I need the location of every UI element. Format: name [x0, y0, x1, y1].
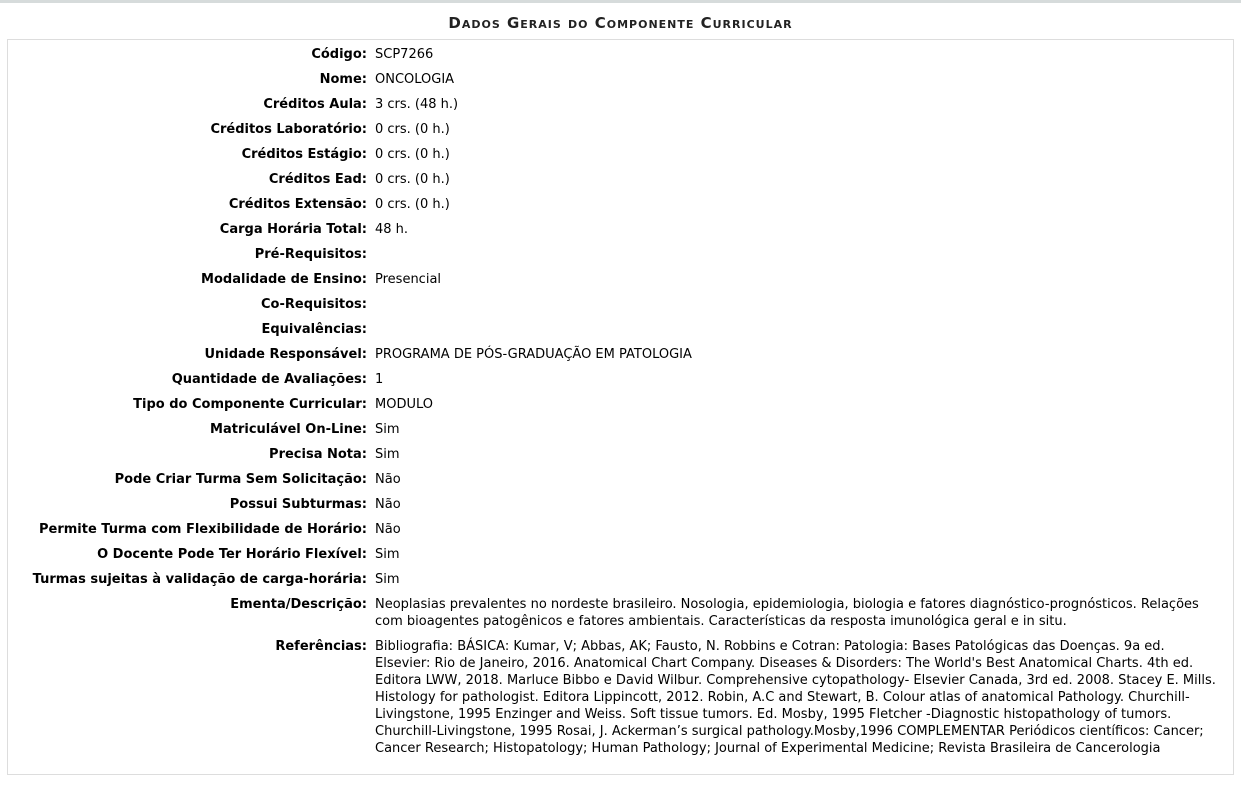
- field-row: [8, 242, 1233, 267]
- field-row: [8, 542, 1233, 567]
- field-value: 1: [375, 372, 384, 387]
- field-row: [8, 567, 1233, 592]
- field-row: [8, 467, 1233, 492]
- field-label: Matriculável On-Line:: [210, 422, 367, 437]
- component-details-panel: [7, 39, 1234, 775]
- field-value: [371, 242, 1233, 267]
- field-label: Possui Subturmas:: [229, 497, 367, 512]
- field-row: [8, 292, 1233, 317]
- field-value: 0 crs. (0 h.): [375, 172, 450, 187]
- field-value: Sim: [375, 447, 400, 462]
- field-label: Quantidade de Avaliações:: [171, 372, 367, 387]
- component-details-table: [8, 42, 1233, 761]
- field-row: [8, 217, 1233, 242]
- field-label: Turmas sujeitas à validação de carga-horária:: [32, 572, 367, 587]
- field-value: ONCOLOGIA: [375, 72, 455, 87]
- field-label: Créditos Laboratório:: [210, 122, 367, 137]
- field-row: [8, 342, 1233, 367]
- field-row: [8, 367, 1233, 392]
- field-value: Sim: [375, 572, 400, 587]
- field-value: Presencial: [375, 272, 442, 287]
- field-value: 48 h.: [375, 222, 409, 237]
- field-row: [8, 167, 1233, 192]
- field-value: Não: [375, 472, 401, 487]
- field-row: [8, 142, 1233, 167]
- field-value: [371, 317, 1233, 342]
- field-row: [8, 492, 1233, 517]
- field-value: Sim: [375, 547, 400, 562]
- field-value: Bibliografia: BÁSICA: Kumar, V; Abbas, AK; Fausto, N. Robbins e Cotran: Patologia: Bases Patológicas das Doenças. 9a ed. Elsevier: Rio de Janeiro, 2016. Anatomical Chart Company. Diseases & Disorders: The World's Best Anatomical Charts. 4th ed. Editora LWW, 2018. Marluce Bibbo e David Wilbur. Comprehensive cytopathology- Elsevier Canada, 3rd ed. 2008. Stacey E. Mills. Histology for pathologist. Editora Lippincott, 2012. Robin, A.C and Stewart, B. Colour atlas of anatomical Pathology. Churchill-Livingstone, 1995 Enzinger and Weiss. Soft tissue tumors. Ed. Mosby, 1995 Fletcher -Diagnostic histopathology of tumors. Churchill-Livingstone, 1995 Rosai, J. Ackerman’s surgical pathology.Mosby,1996 COMPLEMENTAR Periódicos científicos: Cancer; Cancer Research; Histopatology; Human Pathology; Journal of Experimental Medicine; Revista Brasileira de Cancerologia: [375, 639, 1216, 756]
- field-row: [8, 517, 1233, 542]
- field-label: Referências:: [275, 639, 367, 654]
- field-value: Não: [375, 497, 401, 512]
- field-row: [8, 417, 1233, 442]
- field-label: Créditos Estágio:: [241, 147, 367, 162]
- field-row: [8, 192, 1233, 217]
- field-row: [8, 92, 1233, 117]
- page-title: Dados Gerais do Componente Curricular: [448, 14, 793, 32]
- field-label: Pode Criar Turma Sem Solicitação:: [114, 472, 367, 487]
- field-value: 0 crs. (0 h.): [375, 147, 450, 162]
- field-row: [8, 317, 1233, 342]
- field-label: Modalidade de Ensino:: [201, 272, 367, 287]
- field-label: Créditos Extensão:: [228, 197, 367, 212]
- field-value: Não: [375, 522, 401, 537]
- field-label: Pré-Requisitos:: [254, 247, 367, 262]
- field-value: SCP7266: [375, 47, 434, 62]
- field-label: Equivalências:: [261, 322, 367, 337]
- field-label: Ementa/Descrição:: [230, 597, 367, 612]
- field-value: Sim: [375, 422, 400, 437]
- field-label: Co-Requisitos:: [261, 297, 367, 312]
- field-label: Código:: [311, 47, 367, 62]
- field-value: 0 crs. (0 h.): [375, 122, 450, 137]
- field-row: [8, 392, 1233, 417]
- field-row: [8, 67, 1233, 92]
- field-value: MODULO: [375, 397, 433, 412]
- field-value: PROGRAMA DE PÓS-GRADUAÇÃO EM PATOLOGIA: [375, 347, 692, 362]
- field-label: Créditos Aula:: [263, 97, 367, 112]
- field-value: [371, 292, 1233, 317]
- field-label: Nome:: [319, 72, 367, 87]
- field-row: [8, 634, 1233, 761]
- field-label: Tipo do Componente Curricular:: [133, 397, 367, 412]
- field-label: Créditos Ead:: [268, 172, 367, 187]
- field-row: [8, 442, 1233, 467]
- field-value: 0 crs. (0 h.): [375, 197, 450, 212]
- field-label: Carga Horária Total:: [219, 222, 367, 237]
- top-divider: [0, 0, 1241, 3]
- field-row: [8, 117, 1233, 142]
- field-label: O Docente Pode Ter Horário Flexível:: [97, 547, 367, 562]
- field-row: [8, 592, 1233, 634]
- field-label: Precisa Nota:: [269, 447, 367, 462]
- field-value: Neoplasias prevalentes no nordeste brasileiro. Nosologia, epidemiologia, biologia e fatores diagnóstico-prognósticos. Relações com bioagentes patogênicos e fatores ambientais. Características da resposta imunológica geral e in situ.: [375, 597, 1199, 629]
- field-row: [8, 42, 1233, 67]
- field-row: [8, 267, 1233, 292]
- field-label: Unidade Responsável:: [204, 347, 367, 362]
- field-label: Permite Turma com Flexibilidade de Horário:: [38, 522, 367, 537]
- field-value: 3 crs. (48 h.): [375, 97, 459, 112]
